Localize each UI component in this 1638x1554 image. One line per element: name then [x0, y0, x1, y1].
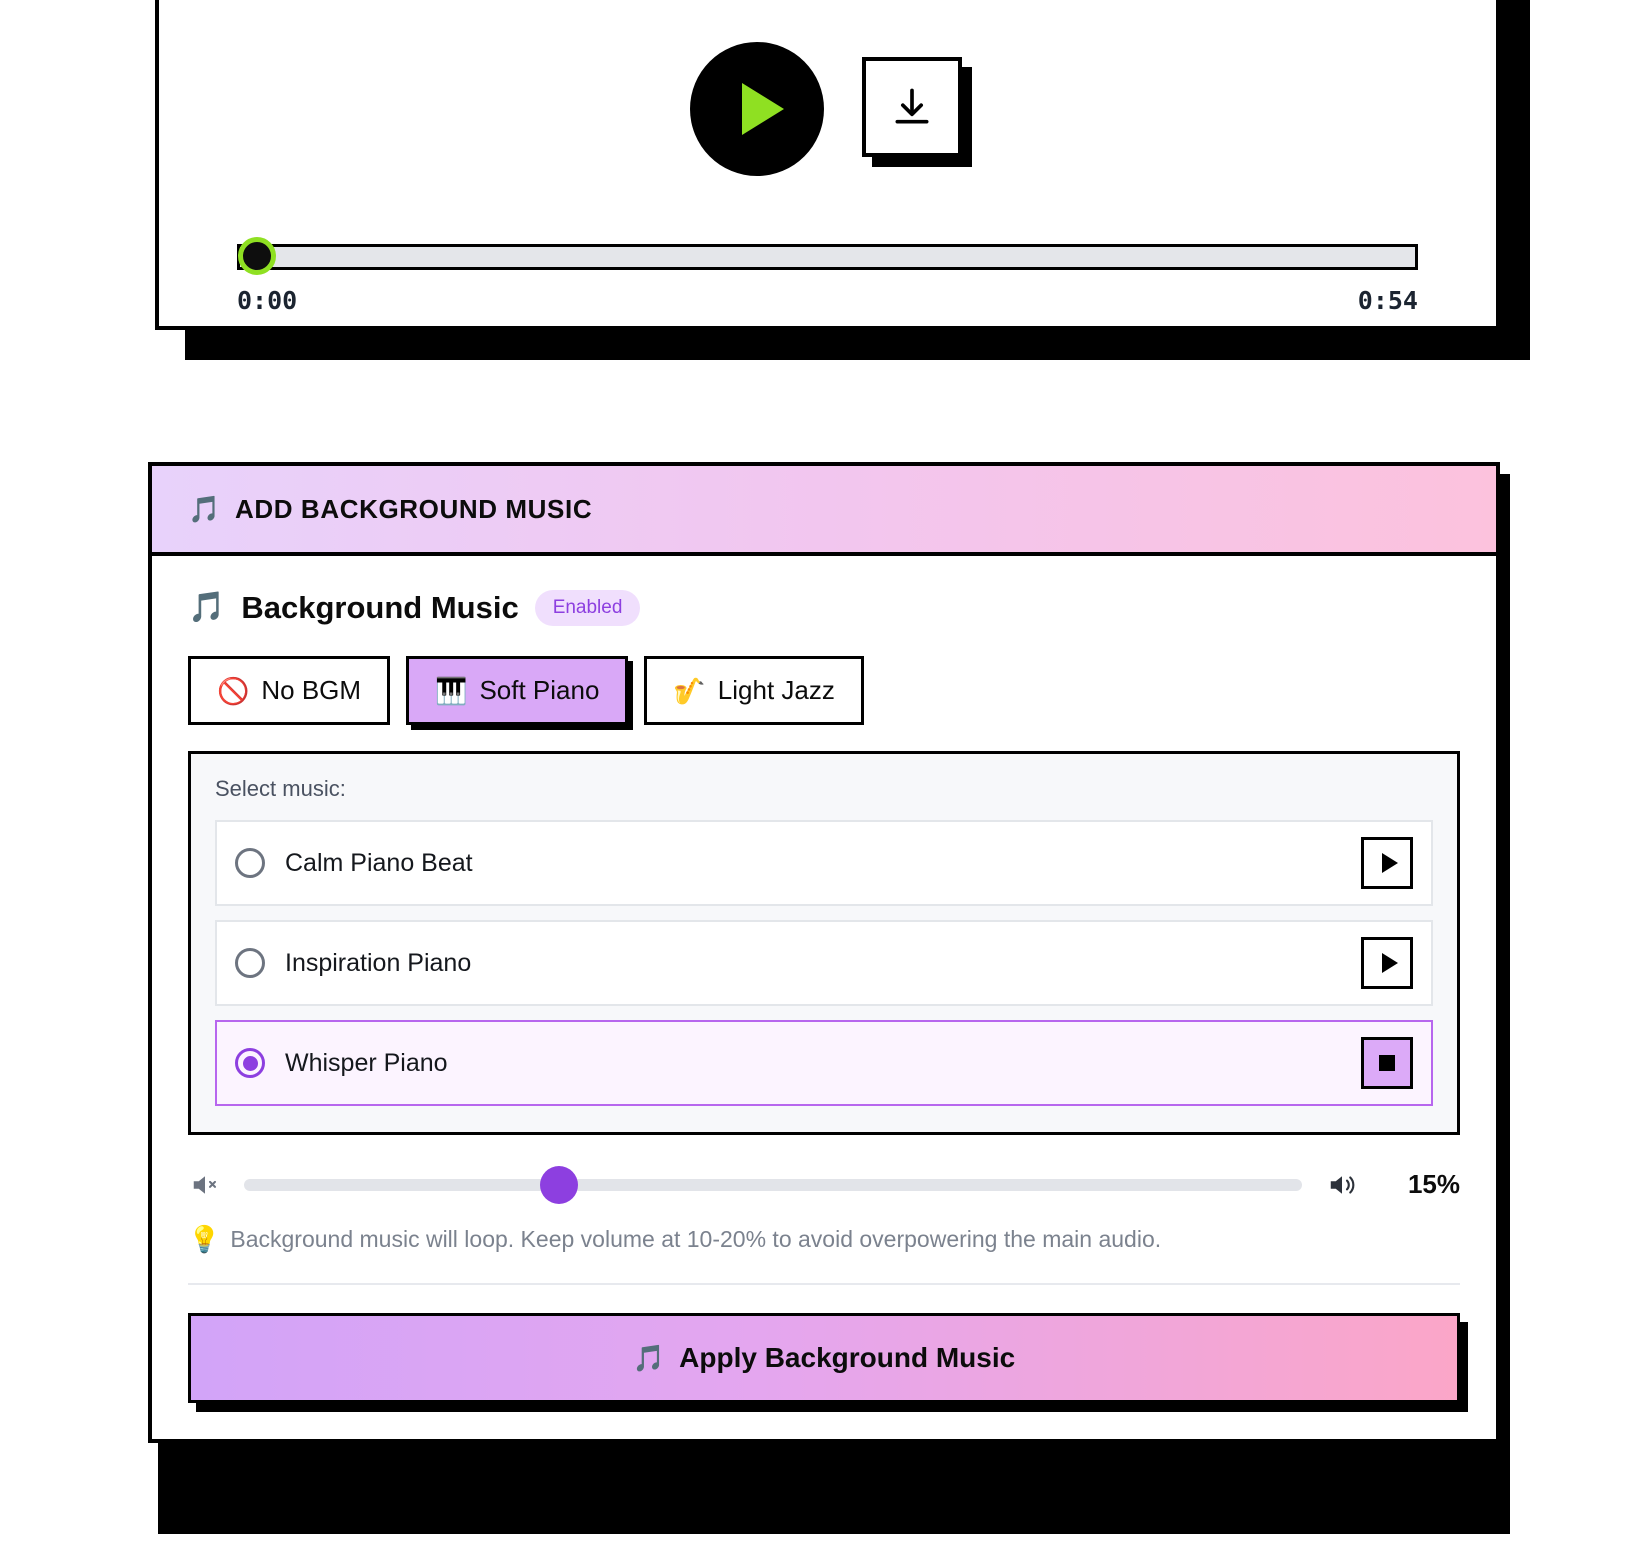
music-note-icon: 🎵 [632, 1343, 666, 1373]
panel-header-title: ADD BACKGROUND MUSIC [234, 493, 593, 524]
time-labels [237, 286, 1418, 315]
play-icon [742, 83, 784, 135]
panel-header [152, 466, 1496, 556]
playback-progress [237, 244, 1418, 315]
volume-hint [188, 1226, 1460, 1253]
track-name: Whisper Piano [285, 1048, 448, 1077]
preview-stop-button[interactable] [1361, 1037, 1413, 1089]
play-icon [1382, 853, 1398, 873]
play-button[interactable] [690, 42, 824, 176]
apply-button-label: Apply Background Music [679, 1342, 1016, 1373]
no-bgm-icon: 🚫 [217, 675, 250, 706]
apply-background-music-button[interactable] [188, 1313, 1460, 1403]
current-time: 0:00 [237, 286, 298, 315]
track-radio-inspiration-piano[interactable] [235, 948, 265, 978]
play-icon [1382, 953, 1398, 973]
saxophone-icon: 🎷 [673, 675, 706, 706]
section-title: Background Music [241, 590, 519, 625]
speaker-mute-icon [188, 1170, 222, 1200]
volume-hint-text: Background music will loop. Keep volume at 10-20% to avoid overpowering the main audio. [230, 1226, 1162, 1252]
chip-light-jazz[interactable] [644, 656, 863, 725]
player-controls [159, 42, 1496, 176]
track-row[interactable] [215, 820, 1433, 906]
stop-icon [1379, 1055, 1395, 1071]
volume-knob[interactable] [540, 1166, 578, 1204]
volume-slider[interactable] [244, 1179, 1302, 1191]
panel-body [152, 556, 1496, 1439]
audio-player-card [155, 0, 1500, 330]
preview-play-button[interactable] [1361, 937, 1413, 989]
progress-track[interactable] [237, 244, 1418, 270]
track-name: Inspiration Piano [285, 948, 472, 977]
divider [188, 1283, 1460, 1285]
music-note-icon-purple: 🎵 [188, 591, 226, 624]
chip-no-bgm[interactable] [188, 656, 390, 725]
chip-light-jazz-label: Light Jazz [717, 675, 835, 705]
music-note-icon: 🎵 [188, 494, 221, 524]
music-select-box [188, 751, 1460, 1135]
status-badge: Enabled [535, 590, 641, 626]
select-music-label: Select music: [215, 776, 346, 801]
bgm-style-chips [188, 656, 1460, 725]
track-name: Calm Piano Beat [285, 848, 473, 877]
chip-no-bgm-label: No BGM [261, 675, 362, 705]
piano-icon: 🎹 [435, 675, 468, 706]
track-radio-calm-piano-beat[interactable] [235, 848, 265, 878]
download-button[interactable] [862, 57, 962, 157]
apply-button-wrap [188, 1313, 1460, 1409]
download-button-wrap [862, 57, 966, 161]
chip-soft-piano-label: Soft Piano [479, 675, 600, 705]
background-music-panel [148, 462, 1500, 1443]
total-time: 0:54 [1357, 286, 1418, 315]
track-radio-whisper-piano[interactable] [235, 1048, 265, 1078]
volume-row [188, 1169, 1460, 1200]
lightbulb-icon: 💡 [188, 1224, 221, 1254]
download-icon [890, 85, 934, 129]
panel-card [148, 462, 1500, 1443]
preview-play-button[interactable] [1361, 837, 1413, 889]
track-row[interactable] [215, 1020, 1433, 1106]
section-title-row [188, 590, 1460, 626]
chip-soft-piano[interactable] [406, 656, 628, 725]
player-card-body [155, 0, 1500, 330]
track-row[interactable] [215, 920, 1433, 1006]
progress-knob[interactable] [238, 237, 276, 275]
volume-percent: 15% [1407, 1169, 1460, 1199]
speaker-loud-icon [1324, 1170, 1360, 1200]
